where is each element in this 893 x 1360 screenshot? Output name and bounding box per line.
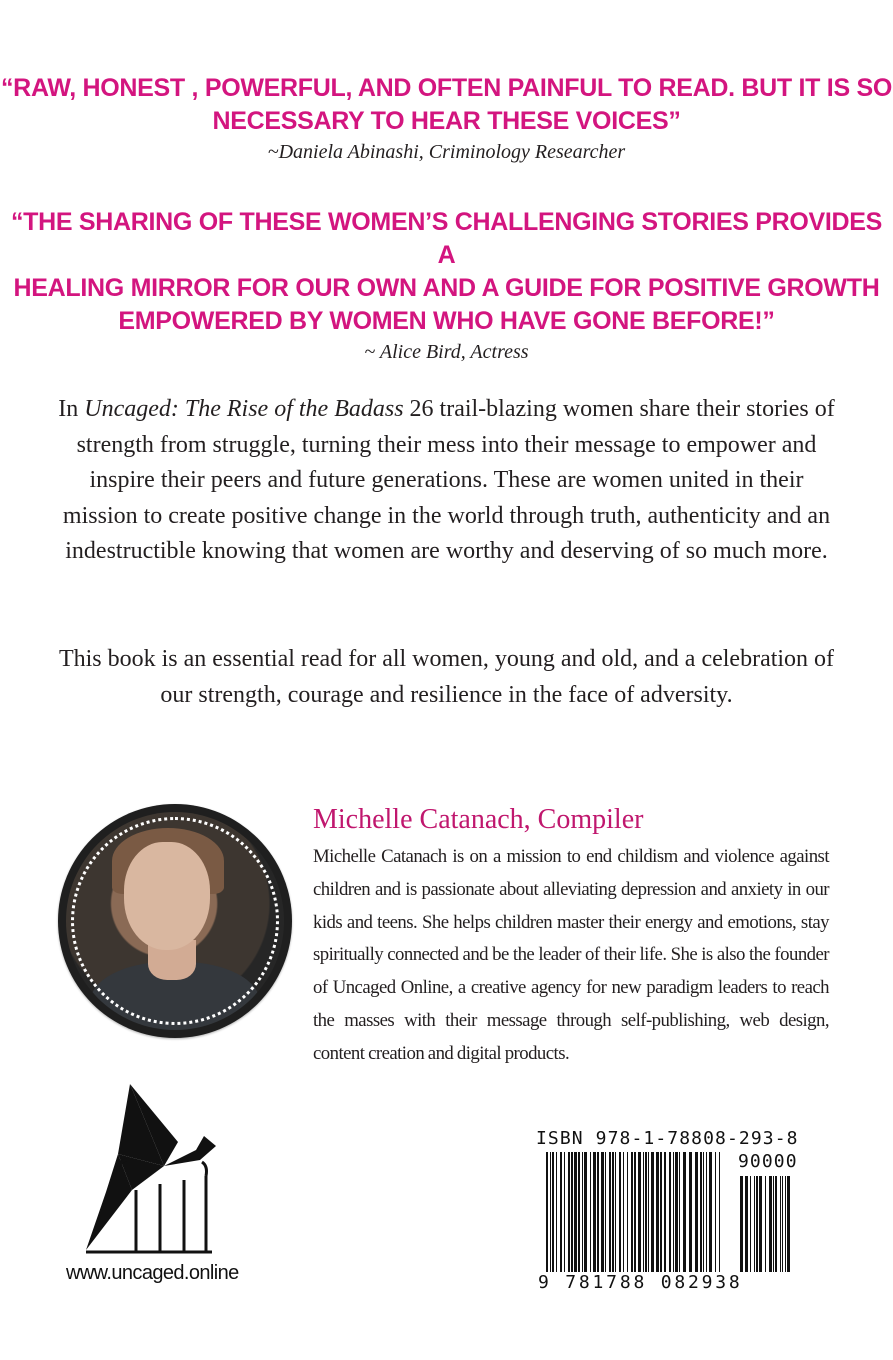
barcode-bar: [683, 1152, 686, 1272]
barcode-bar: [695, 1152, 698, 1272]
barcode-bar: [750, 1176, 751, 1272]
barcode-bar: [568, 1152, 570, 1272]
barcode-bar: [782, 1176, 783, 1272]
barcode-bar: [550, 1152, 551, 1272]
barcode-bar: [715, 1152, 716, 1272]
isbn-label: ISBN 978-1-78808-293-8: [536, 1128, 799, 1149]
review-quote-2-line-2: HEALING MIRROR FOR OUR OWN AND A GUIDE FOR POSITIVE GROWTH: [13, 274, 880, 302]
barcode-bar: [609, 1152, 611, 1272]
review-quote-1-attribution: ~Daniela Abinashi, Criminology Researcher: [267, 141, 626, 163]
barcode-bar: [664, 1152, 666, 1272]
barcode-bar: [759, 1176, 762, 1272]
barcode-bar: [775, 1176, 777, 1272]
review-quote-2: [0, 206, 893, 366]
barcode-bar: [582, 1152, 583, 1272]
review-quote-2-line-1: “THE SHARING OF THESE WOMEN’S CHALLENGING STORIES PROVIDES A: [10, 208, 883, 269]
barcode-bar: [627, 1152, 628, 1272]
author-name: Michelle Catanach, Compiler: [313, 804, 644, 835]
review-quote-2-line-3: EMPOWERED BY WOMEN WHO HAVE GONE BEFORE!”: [118, 307, 775, 335]
barcode-bar: [648, 1152, 649, 1272]
review-quote-1-text: [0, 72, 893, 138]
description-paragraph-1: [50, 392, 843, 570]
barcode-bar: [740, 1176, 743, 1272]
barcode-bar: [660, 1152, 662, 1272]
barcode-bar: [773, 1176, 774, 1272]
barcode-bar: [703, 1152, 704, 1272]
barcode-bar: [787, 1176, 790, 1272]
author-photo-image: [66, 812, 284, 1030]
barcode-bar: [578, 1152, 580, 1272]
barcode-bar: [754, 1176, 755, 1272]
description-intro: In: [58, 396, 85, 422]
barcode-bar: [675, 1152, 678, 1272]
barcode-bar: [546, 1152, 548, 1272]
barcode-bar: [709, 1152, 712, 1272]
author-photo-dotted-frame: [71, 817, 279, 1025]
uncaged-bird-cage-logo-icon: [66, 1080, 246, 1260]
barcode-bar: [593, 1152, 596, 1272]
author-photo: [58, 804, 292, 1038]
barcode-bar: [700, 1152, 702, 1272]
author-bio: Michelle Catanach is on a mission to end childism and violence against children and is passionate about alleviating depression and anxiety in our kids and teens. She helps children master their energy and emotions, stay spiritually connected and be the leader of their life. She is also the founder of Uncaged Online, a creative agency for new paradigm leaders to reach the masses with their message through self-publishing, web design, content creation and digital products.: [313, 846, 829, 1064]
price-code: 90000: [738, 1151, 798, 1172]
barcode-bar: [601, 1152, 604, 1272]
review-quote-1-line-2: NECESSARY TO HEAR THESE VOICES”: [212, 107, 681, 135]
barcode-bar: [689, 1152, 692, 1272]
review-quote-2-attribution: ~ Alice Bird, Actress: [364, 341, 529, 363]
barcode-bar: [560, 1152, 562, 1272]
barcode-bar: [552, 1152, 554, 1272]
ean-digits: 9 781788 082938: [538, 1272, 743, 1293]
barcode-bar: [673, 1152, 674, 1272]
barcode-bar: [612, 1152, 614, 1272]
barcode-bar: [785, 1176, 786, 1272]
barcode-bar: [769, 1176, 772, 1272]
description-paragraph-2: This book is an essential read for all women, young and old, and a celebration of our strength, courage and resilience in the face of adversity.: [58, 646, 835, 708]
barcode-bar: [571, 1152, 573, 1272]
isbn-barcode: [536, 1126, 794, 1276]
publisher-url[interactable]: www.uncaged.online: [66, 1262, 239, 1284]
review-quote-1-line-1: “RAW, HONEST , POWERFUL, AND OFTEN PAINFUL TO READ. BUT IT IS SO: [0, 74, 892, 102]
barcode-bar: [590, 1152, 591, 1272]
barcode-bar: [619, 1152, 621, 1272]
barcode-bar: [623, 1152, 624, 1272]
barcode-bar: [597, 1152, 599, 1272]
description-body: 26 trail-blazing women share their stories of strength from struggle, turning their mess into their message to empower and inspire their peers and future generations. These are women united in their mission to create positive change in the world through truth, authenticity and an indestructible knowing that women are worthy and deserving of so much more.: [62, 396, 835, 564]
barcode-bar: [605, 1152, 606, 1272]
barcode-bar: [638, 1152, 641, 1272]
barcode-bar: [656, 1152, 659, 1272]
barcode-bar: [780, 1176, 781, 1272]
barcode-bar: [679, 1152, 680, 1272]
barcode-bar: [615, 1152, 616, 1272]
barcode-bar: [669, 1152, 671, 1272]
barcode-bar: [643, 1152, 644, 1272]
barcode-bar: [645, 1152, 647, 1272]
barcode-bar: [765, 1176, 766, 1272]
barcode-bar: [556, 1152, 557, 1272]
book-title: Uncaged: The Rise of the Badass: [84, 396, 404, 422]
barcode-bar: [719, 1152, 720, 1272]
barcode-bar: [584, 1152, 587, 1272]
barcode-bar: [706, 1152, 707, 1272]
barcode-bar: [745, 1176, 748, 1272]
barcode-bar: [564, 1152, 565, 1272]
barcode-bar: [651, 1152, 654, 1272]
review-quote-1: [0, 72, 893, 166]
review-quote-2-text: [0, 206, 893, 338]
barcode-bar: [756, 1176, 758, 1272]
barcode-bar: [574, 1152, 577, 1272]
barcode-bar: [631, 1152, 633, 1272]
barcode-bar: [634, 1152, 636, 1272]
